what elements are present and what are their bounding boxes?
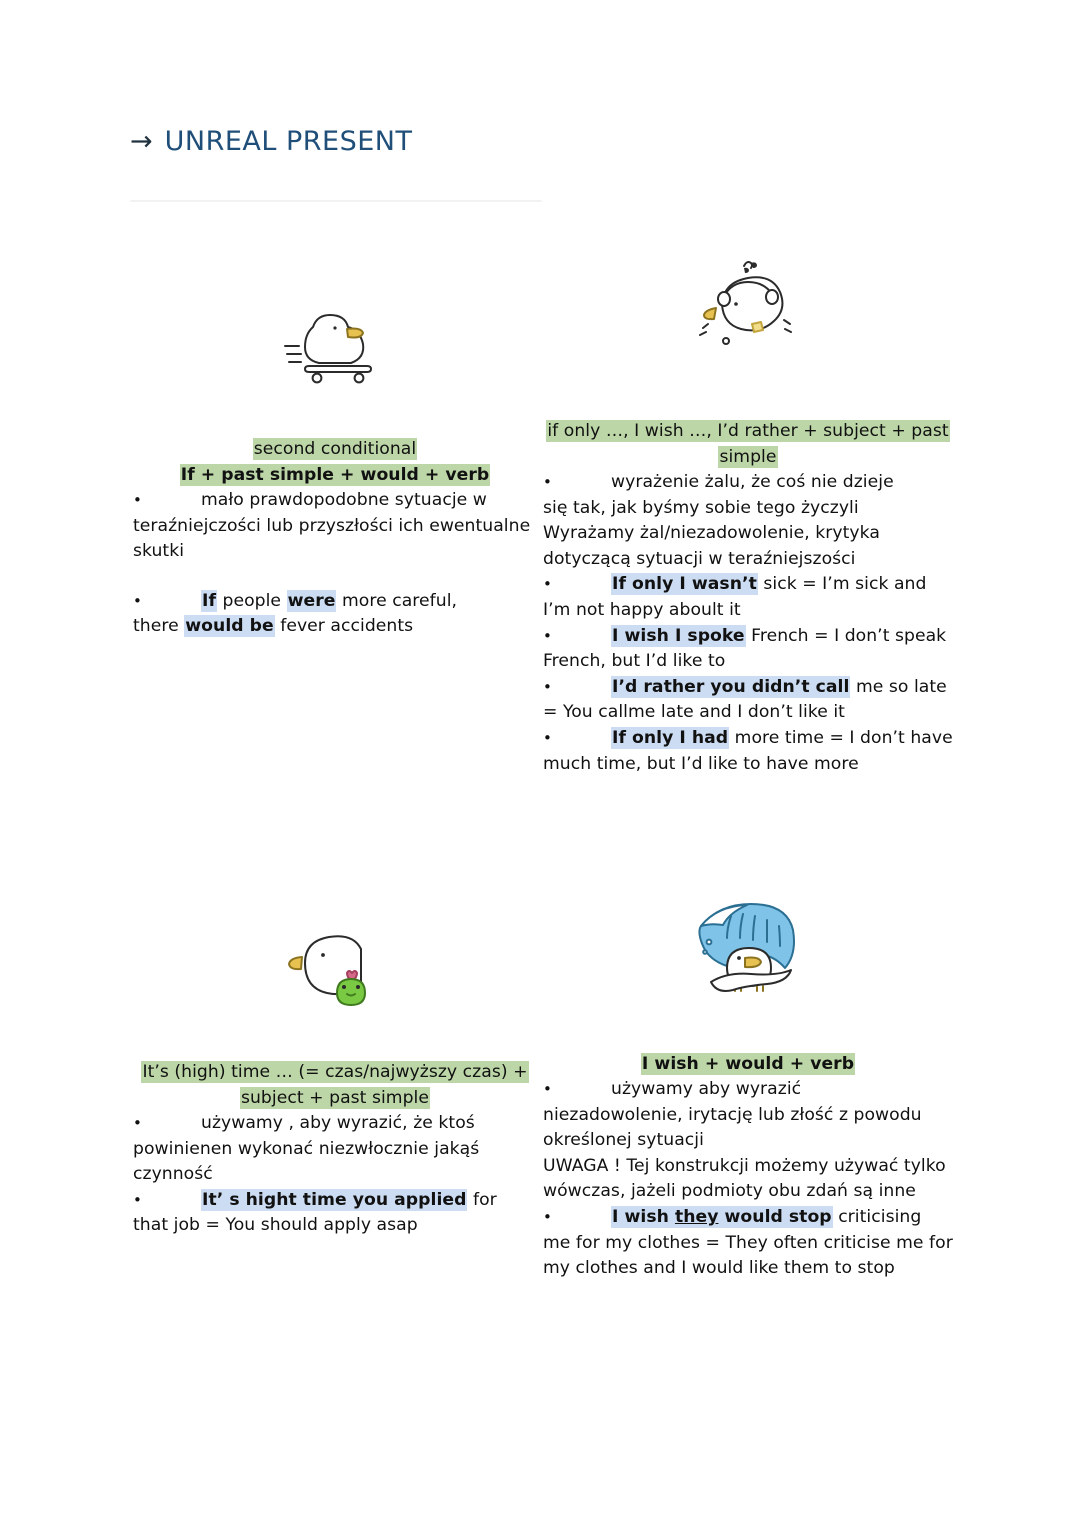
duck-with-headphones-illustration	[543, 252, 953, 372]
its-high-time-heading-1: It’s (high) time … (= czas/najwyższy czas) +	[142, 1062, 528, 1082]
if-only-heading-1: if only …, I wish …, I’d rather + subject + past	[547, 421, 949, 441]
page-title: UNREAL PRESENT	[164, 126, 413, 157]
header-divider	[130, 200, 542, 202]
bullet-marker	[543, 1077, 611, 1103]
bullet-marker	[543, 726, 611, 752]
section-if-only-wish-rather	[543, 252, 953, 777]
duck-on-skateboard-illustration	[133, 272, 537, 392]
bullet-dot-icon	[133, 490, 142, 510]
its-high-time-heading-2: subject + past simple	[240, 1088, 429, 1108]
if-only-heading-2: simple	[719, 447, 777, 467]
i-wish-would-text	[543, 1051, 953, 1282]
bullet-marker	[133, 488, 201, 514]
page-header	[130, 128, 950, 155]
bullet-marker	[543, 470, 611, 496]
if-only-example-2: •I wish I spoke French = I don’t speak French, but I’d like to	[543, 624, 953, 675]
if-only-bullet-1: •wyrażenie żalu, że coś nie dzieje się tak, jak byśmy sobie tego życzyli	[543, 470, 953, 521]
bullet-dot-icon	[543, 1079, 552, 1099]
if-only-example-4: •If only I had more time = I don’t have much time, but I’d like to have more	[543, 726, 953, 777]
section-its-high-time	[133, 895, 537, 1239]
if-only-note: Wyrażamy żal/niezadowolenie, krytyka dotyczącą sytuacji w teraźniejszości	[543, 523, 880, 569]
duck-in-wave-illustration	[543, 885, 953, 1005]
bullet-marker	[133, 1188, 201, 1214]
second-conditional-text	[133, 436, 537, 640]
breadcrumb	[130, 128, 950, 155]
second-conditional-example-1: •If people were more careful, there would be fever accidents	[133, 589, 537, 640]
duck-with-frog-illustration	[133, 895, 537, 1015]
if-only-example-3: •I’d rather you didn’t call me so late = You callme late and I don’t like it	[543, 675, 953, 726]
bullet-dot-icon	[543, 574, 552, 594]
second-conditional-heading-1: second conditional	[253, 439, 417, 459]
bullet-marker	[133, 589, 201, 615]
if-only-text	[543, 418, 953, 777]
bullet-marker	[543, 572, 611, 598]
bullet-marker	[543, 624, 611, 650]
section-second-conditional	[133, 272, 537, 640]
bullet-dot-icon	[133, 1113, 142, 1133]
i-wish-would-bullet-1: •używamy aby wyrazić niezadowolenie, irytację lub złość z powodu określonej sytuacji	[543, 1077, 953, 1154]
i-wish-would-heading-1: I wish + would + verb	[641, 1054, 855, 1074]
section-i-wish-would	[543, 885, 953, 1282]
its-high-time-example-1: •It’ s hight time you applied for that job = You should apply asap	[133, 1188, 537, 1239]
bullet-marker	[133, 1111, 201, 1137]
bullet-dot-icon	[543, 677, 552, 697]
its-high-time-bullet-1: •używamy , aby wyrazić, że ktoś powinienen wykonać niezwłocznie jakąś czynność	[133, 1111, 537, 1188]
bullet-dot-icon	[543, 728, 552, 748]
arrow-right-icon: →	[130, 126, 153, 157]
bullet-marker	[543, 675, 611, 701]
bullet-dot-icon	[543, 472, 552, 492]
bullet-dot-icon	[133, 591, 142, 611]
i-wish-would-example-1: •I wish they would stop criticising me for my clothes = They often criticise me for my clothes and I would like them to stop	[543, 1205, 953, 1282]
second-conditional-heading-2: If + past simple + would + verb	[180, 465, 490, 485]
bullet-dot-icon	[543, 626, 552, 646]
if-only-example-1: •If only I wasn’t sick = I’m sick and I’m not happy aboult it	[543, 572, 953, 623]
second-conditional-bullet-1: •mało prawdopodobne sytuacje w teraźniejczości lub przyszłości ich ewentualne skutki	[133, 488, 537, 565]
bullet-dot-icon	[133, 1190, 142, 1210]
i-wish-would-note: UWAGA ! Tej konstrukcji możemy używać tylko wówczas, jażeli podmioty obu zdań są inne	[543, 1155, 946, 1202]
bullet-marker	[543, 1205, 611, 1231]
its-high-time-text	[133, 1059, 537, 1239]
bullet-dot-icon	[543, 1207, 552, 1227]
